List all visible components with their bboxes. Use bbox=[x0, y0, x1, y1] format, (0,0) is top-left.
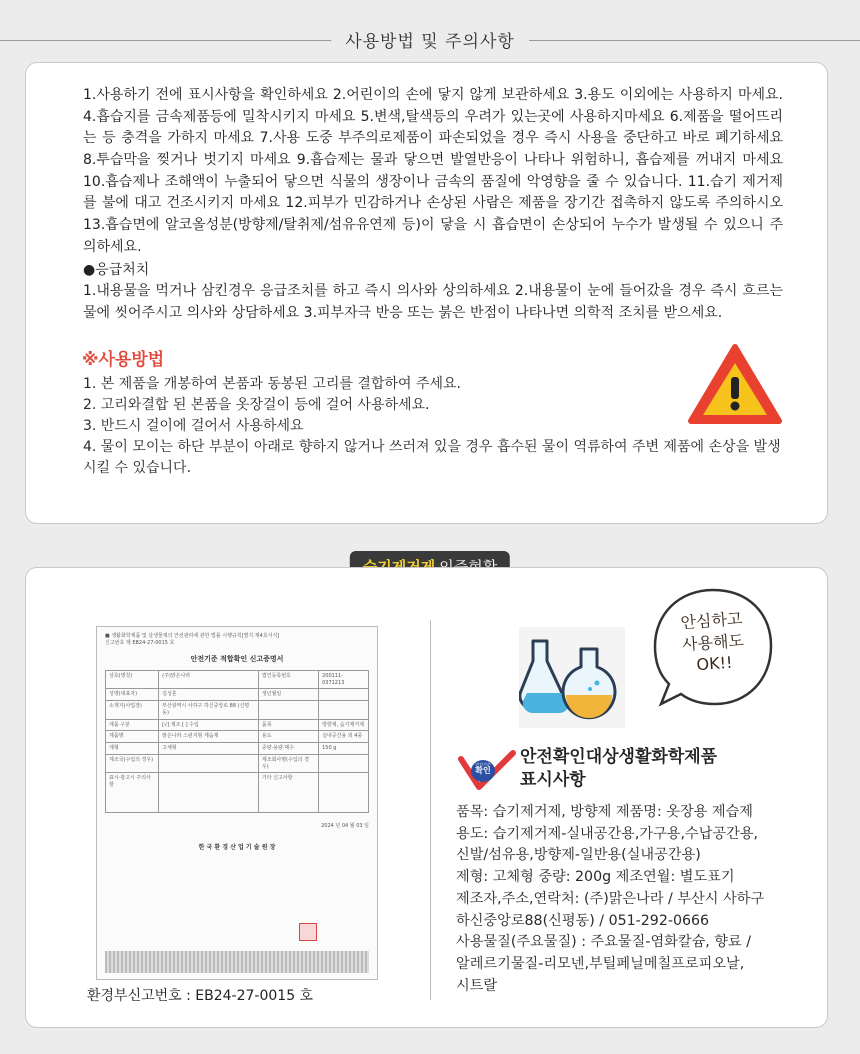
info-line: 알레르기물질-리모넨,부틸페닐메칠프로피오날, bbox=[456, 956, 745, 973]
doc-cell: 기타 신고사항 bbox=[258, 773, 318, 813]
doc-cell: 고체형 bbox=[159, 743, 259, 755]
doc-cell bbox=[159, 754, 259, 773]
bubble-text bbox=[647, 606, 779, 680]
doc-number-line: 신고번호 제 EB24-27-0015 호 bbox=[105, 639, 175, 646]
table-row bbox=[106, 743, 369, 755]
table-row bbox=[106, 689, 369, 701]
cautions-block bbox=[83, 85, 783, 325]
doc-cell: 맑은나라 스펀지형 제습제 bbox=[159, 731, 259, 743]
doc-cell: 실내공간용 외 4종 bbox=[319, 731, 369, 743]
speech-bubble bbox=[649, 584, 777, 712]
doc-issuer: 한 국 환 경 산 업 기 술 원 장 bbox=[198, 844, 276, 852]
doc-cell bbox=[319, 701, 369, 720]
info-title bbox=[520, 746, 717, 792]
doc-cell: 200111-0371213 bbox=[319, 670, 369, 689]
info-line: 시트랄 bbox=[456, 977, 498, 994]
info-line: 제조자,주소,연락처: (주)맑은나라 / 부산시 사하구 bbox=[456, 890, 765, 907]
howto-step: 1. 본 제품을 개봉하여 본품과 동봉된 고리를 결합하여 주세요. bbox=[83, 376, 461, 392]
safety-check-badge bbox=[457, 749, 517, 793]
doc-cell bbox=[159, 773, 259, 813]
info-line: 용도: 습기제거제-실내공간용,가구용,수납공간용, bbox=[456, 825, 759, 842]
howto-step: 2. 고리와결합 된 본품을 옷장걸이 등에 걸어 사용하세요. bbox=[83, 397, 430, 413]
doc-cell: [√] 제조 [ ] 수입 bbox=[159, 719, 259, 731]
doc-cell: 제품 구분 bbox=[106, 719, 159, 731]
doc-cell bbox=[258, 701, 318, 720]
certificate-document bbox=[96, 626, 378, 980]
doc-title: 안전기준 적합확인 신고증명서 bbox=[190, 654, 284, 663]
info-body bbox=[456, 802, 808, 997]
doc-cell: 표시·광고시 주의사항 bbox=[106, 773, 159, 813]
doc-cell: 150 g bbox=[319, 743, 369, 755]
doc-cell: 제형 bbox=[106, 743, 159, 755]
emergency-text: 1.내용물을 먹거나 삼킨경우 응급조치를 하고 즉시 의사와 상의하세요 2.내용물이 눈에 들어갔을 경우 즉시 흐르는 물에 씻어주시고 의사와 상담하세요 3.피부자극 반응 또는 붉은 반점이 나타나면 의학적 조치를 받으세요. bbox=[83, 283, 783, 321]
doc-cell: 김성훈 bbox=[159, 689, 259, 701]
doc-cell bbox=[319, 689, 369, 701]
bubble-line: OK!! bbox=[695, 652, 734, 675]
doc-cell: 방향제, 습기제거제 bbox=[319, 719, 369, 731]
doc-cell: (주)맑은나라 bbox=[159, 670, 259, 689]
doc-footer-strip bbox=[105, 951, 369, 973]
badge-top: 안전기준 bbox=[475, 762, 491, 767]
bubble-line: 안심하고 bbox=[679, 608, 743, 633]
info-line: 사용물질(주요물질) : 주요물질-염화칼슘, 향료 / bbox=[456, 934, 751, 951]
certification-card bbox=[25, 567, 828, 1028]
doc-cell: 법인등록번호 bbox=[258, 670, 318, 689]
table-row bbox=[106, 670, 369, 689]
cautions-paragraph: 1.사용하기 전에 표시사항을 확인하세요 2.어린이의 손에 닿지 않게 보관하세요 3.용도 이외에는 사용하지 마세요. 4.흡습지를 금속제품등에 밀착시키지 마세요 5.변색,탈색등의 우려가 있는곳에 사용하지마세요 6.제품을 떨어뜨리는 등 충격을 가하지 마세요 7.사용 도중 부주의로제품이 파손되었을 경우 즉시 사용을 중단하고 바로 폐기하세요 8.투습막을 찢거나 벗기지 마세요 9.흡습제는 물과 닿으면 발열반응이 나타나 위험하니, 흡습제를 꺼내지 마세요 10.흡습제나 조해액이 누출되어 닿으면 식물의 생장이나 금속의 품질에 악영향을 줄 수 있습니다. 11.습기 제거제를 불에 대고 건조시키지 마세요 12.피부가 민감하거나 손상된 사람은 제품을 장기간 접촉하지 않도록 주의하시오 13.흡습면에 알코올성분(방향제/탈취제/섬유유연제 등)이 닿을 시 흡습면이 손상되어 누수가 발생될 수 있으니 주의하세요. bbox=[83, 87, 783, 255]
table-row bbox=[106, 754, 369, 773]
howto-step: 4. 물이 모이는 하단 부분이 아래로 향하지 않거나 쓰러져 있을 경우 흡수된 물이 역류하여 주변 제품에 손상을 발생시킬 수 있습니다. bbox=[83, 439, 781, 476]
table-row bbox=[106, 773, 369, 813]
info-title-line: 안전확인대상생활화학제품 bbox=[520, 747, 718, 767]
emergency-heading: ●응급처치 bbox=[83, 261, 150, 278]
doc-cell: 생년월일 bbox=[258, 689, 318, 701]
doc-table bbox=[105, 670, 369, 814]
table-row bbox=[106, 701, 369, 720]
cautions-card bbox=[25, 62, 828, 524]
doc-cell bbox=[319, 773, 369, 813]
doc-cell: 소재지(사업장) bbox=[106, 701, 159, 720]
doc-cell: 용도 bbox=[258, 731, 318, 743]
warning-icon bbox=[687, 343, 783, 425]
badge-text bbox=[471, 763, 495, 776]
doc-cell: 상호(명칭) bbox=[106, 670, 159, 689]
doc-cell: 부산광역시 사하구 하신중앙로 88 (신평동) bbox=[159, 701, 259, 720]
howto-list bbox=[83, 374, 783, 479]
doc-cell: 품목 bbox=[258, 719, 318, 731]
bubble-line: 사용해도 bbox=[681, 630, 745, 654]
doc-cell: 성명(대표자) bbox=[106, 689, 159, 701]
flask-icon bbox=[519, 627, 625, 728]
doc-cell: 제조회사명(수입의 경우) bbox=[258, 754, 318, 773]
info-line: 신발/섬유용,방향제-일반용(실내공간용) bbox=[456, 847, 701, 864]
doc-cell: 중량·용량·매수 bbox=[258, 743, 318, 755]
doc-cell bbox=[319, 754, 369, 773]
howto-title: ※사용방법 bbox=[82, 350, 165, 370]
doc-cell: 제품명 bbox=[106, 731, 159, 743]
info-line: 제형: 고체형 중량: 200g 제조연월: 별도표기 bbox=[456, 869, 735, 886]
column-divider bbox=[430, 620, 431, 1000]
howto-step: 3. 반드시 걸이에 걸어서 사용하세요 bbox=[83, 418, 304, 434]
info-title-line: 표시사항 bbox=[520, 769, 586, 790]
badge-bottom: 확인 bbox=[475, 766, 491, 776]
info-line: 하신중앙로88(신평동) / 051-292-0666 bbox=[456, 912, 710, 929]
doc-top-line: ■ 생활화학제품 및 살생물제의 안전관리에 관한 법률 시행규칙[별지 제4호서식] bbox=[105, 633, 280, 639]
table-row bbox=[106, 719, 369, 731]
doc-caption: 환경부신고번호 : EB24-27-0015 호 bbox=[87, 988, 314, 1004]
seal-stamp bbox=[299, 923, 317, 941]
page-title: 사용방법 및 주의사항 bbox=[331, 27, 529, 52]
table-row bbox=[106, 731, 369, 743]
doc-cell: 제조국(수입의 경우) bbox=[106, 754, 159, 773]
doc-date: 2024 년 04 월 03 일 bbox=[321, 823, 369, 830]
info-line: 품목: 습기제거제, 방향제 제품명: 옷장용 제습제 bbox=[456, 804, 754, 820]
